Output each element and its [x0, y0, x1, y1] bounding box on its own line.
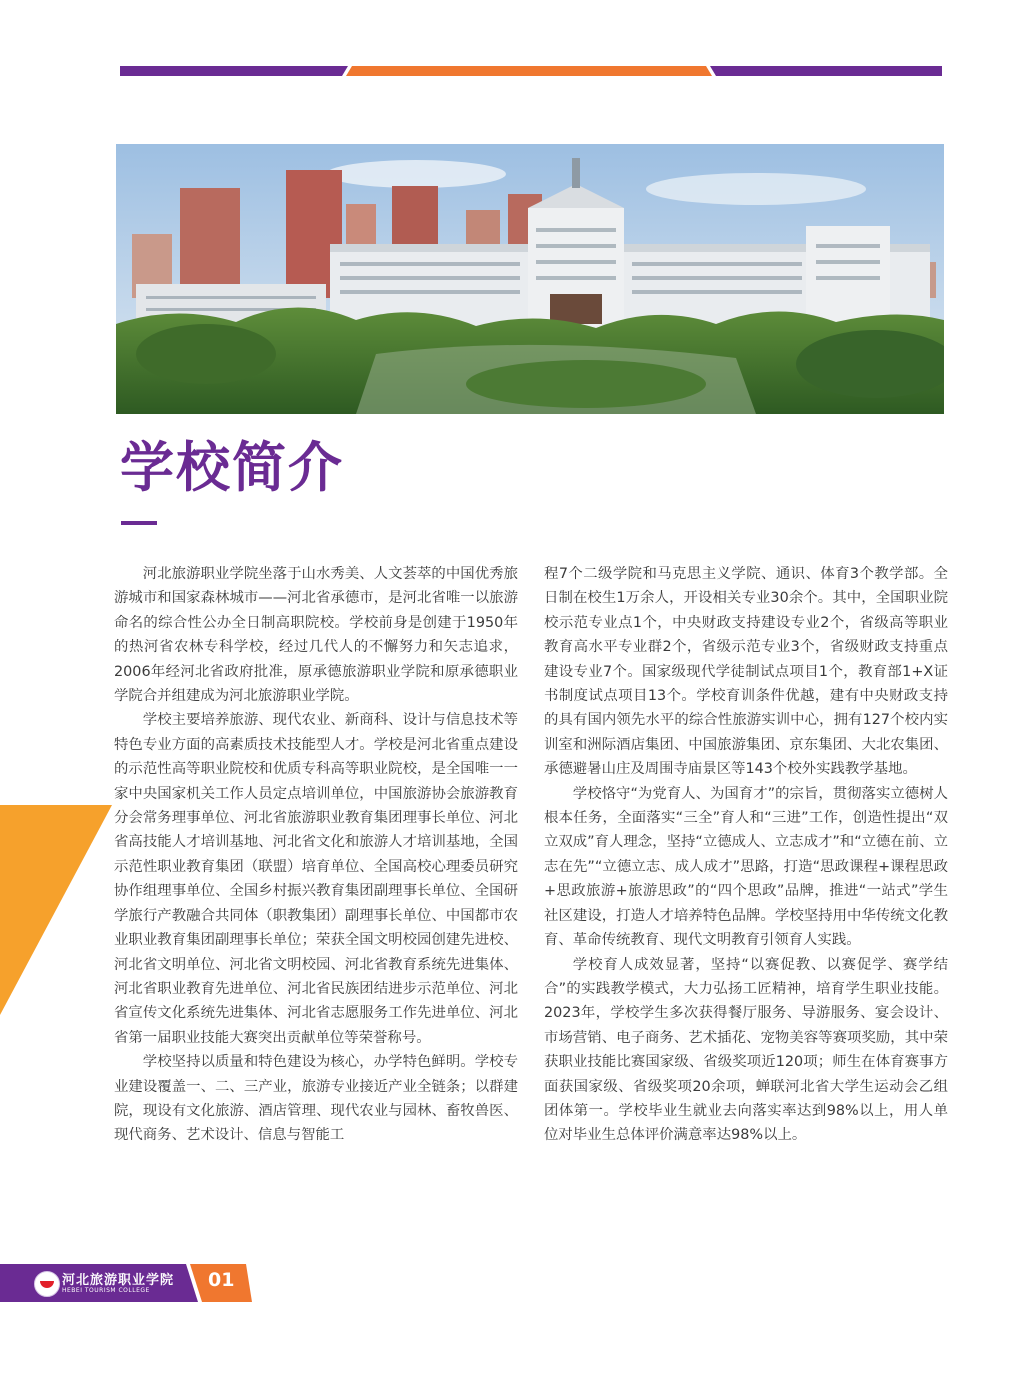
side-decoration — [0, 805, 112, 1015]
page-number: 01 — [208, 1269, 235, 1291]
text-column-right — [544, 562, 948, 1148]
paragraph: 学校恪守“为党育人、为国育才”的宗旨，贯彻落实立德树人根本任务，全面落实“三全”育人和“三进”工作，创造性提出“双立双成”育人理念，坚持“立德成人、立志成才”和“立德在前、立志在先”“立德立志、成人成才”思路，打造“思政课程+课程思政+思政旅游+旅游思政”的“四个思政”品牌，推进“一站式”学生社区建设，打造人才培养特色品牌。学校坚持用中华传统文化教育、革命传统教育、现代文明教育引领育人实践。 — [544, 785, 948, 949]
top-decorative-bar — [120, 66, 942, 76]
paragraph: 学校坚持以质量和特色建设为核心，办学特色鲜明。学校专业建设覆盖一、二、三产业，旅游专业接近产业全链条；以群建院，现设有文化旅游、酒店管理、现代农业与园林、畜牧兽医、现代商务、艺术设计、信息与智能工 — [114, 1054, 518, 1144]
paragraph: 学校主要培养旅游、现代农业、新商科、设计与信息技术等特色专业方面的高素质技术技能型人才。学校是河北省重点建设的示范性高等职业院校和优质专科高等职业院校，是全国唯一一家中央国家机关工作人员定点培训单位，中国旅游协会旅游教育分会常务理事单位、河北省旅游职业教育集团理事长单位、河北省高技能人才培训基地、河北省文化和旅游人才培训基地，全国示范性职业教育集团（联盟）培育单位、全国高校心理委员研究协作组理事单位、全国乡村振兴教育集团副理事长单位、全国研学旅行产教融合共同体（职教集团）副理事长单位、中国都市农业职业教育集团副理事长单位；荣获全国文明校园创建先进校、河北省文明单位、河北省文明校园、河北省教育系统先进集体、河北省职业教育先进单位、河北省民族团结进步示范单位、河北省宣传文化系统先进集体、河北省志愿服务工作先进单位、河北省第一届职业技能大赛突出贡献单位等荣誉称号。 — [114, 712, 518, 1046]
page-title: 学校简介 — [120, 436, 344, 499]
campus-photo — [116, 144, 944, 414]
college-logo-icon — [34, 1271, 60, 1297]
college-name-en: HEBEI TOURISM COLLEGE — [62, 1287, 150, 1294]
text-column-left — [114, 562, 518, 1148]
paragraph: 河北旅游职业学院坐落于山水秀美、人文荟萃的中国优秀旅游城市和国家森林城市——河北省承德市，是河北省唯一以旅游命名的综合性公办全日制高职院校。学校前身是创建于1950年的热河省农林专科学校，经过几代人的不懈努力和矢志追求，2006年经河北省政府批准，原承德旅游职业学院和原承德职业学院合并组建成为河北旅游职业学院。 — [114, 566, 518, 705]
title-underline — [121, 521, 157, 525]
paragraph: 程7个二级学院和马克思主义学院、通识、体育3个教学部。全日制在校生1万余人，开设相关专业30余个。其中，全国职业院校示范专业点1个，中央财政支持建设专业2个，省级高等职业教育高水平专业群2个，省级示范专业3个，省级财政支持重点建设专业7个。国家级现代学徒制试点项目1个，教育部1+X证书制度试点项目13个。学校育训条件优越，建有中央财政支持的具有国内领先水平的综合性旅游实训中心，拥有127个校内实训室和洲际酒店集团、中国旅游集团、京东集团、大北农集团、承德避暑山庄及周围寺庙景区等143个校外实践教学基地。 — [544, 566, 948, 778]
paragraph: 学校育人成效显著，坚持“以赛促教、以赛促学、赛学结合”的实践教学模式，大力弘扬工匠精神，培育学生职业技能。2023年，学校学生多次获得餐厅服务、导游服务、宴会设计、市场营销、电子商务、艺术插花、宠物美容等赛项奖励，其中荣获职业技能比赛国家级、省级奖项近120项；师生在体育赛事方面获国家级、省级奖项20余项，蝉联河北省大学生运动会乙组团体第一。学校毕业生就业去向落实率达到98%以上，用人单位对毕业生总体评价满意率达98%以上。 — [544, 956, 948, 1144]
footer — [0, 1264, 260, 1302]
college-name: 河北旅游职业学院 — [62, 1273, 175, 1288]
